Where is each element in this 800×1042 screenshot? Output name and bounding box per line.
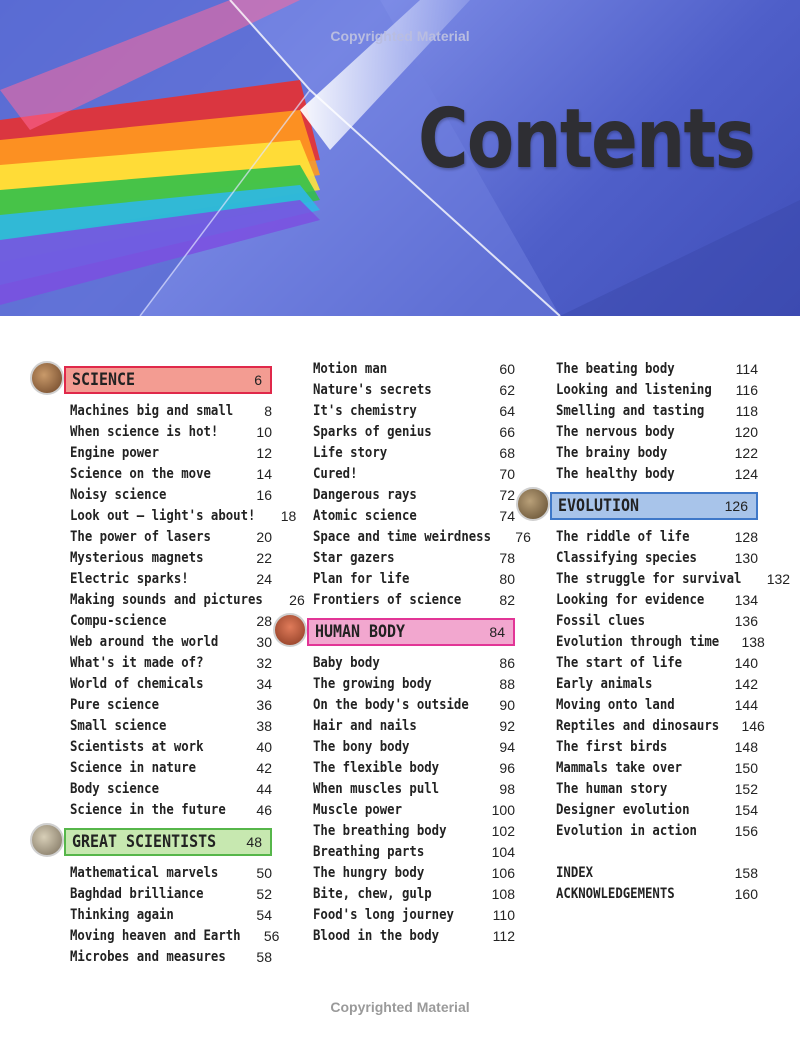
toc-page-number: 36	[256, 696, 272, 713]
toc-page-number: 64	[499, 402, 515, 419]
toc-entry[interactable]	[313, 715, 515, 736]
toc-entry[interactable]	[556, 379, 758, 400]
toc-page-number: 30	[256, 633, 272, 650]
toc-entry[interactable]	[556, 652, 758, 673]
toc-entry-title: World of chemicals	[70, 675, 204, 692]
toc-page-number: 142	[734, 675, 758, 692]
toc-page-number: 72	[499, 486, 515, 503]
toc-page-number: 150	[734, 759, 758, 776]
toc-entry-title: The start of life	[556, 654, 683, 671]
toc-entry[interactable]	[70, 610, 272, 631]
toc-entry[interactable]	[313, 925, 515, 946]
toc-entry-title: Reptiles and dinosaurs	[556, 717, 720, 734]
toc-entry-title: INDEX	[556, 864, 594, 881]
toc-entry-title: Classifying species	[556, 549, 697, 566]
toc-entry[interactable]	[70, 631, 272, 652]
toc-entry-title: Food's long journey	[313, 906, 454, 923]
toc-page-number: 18	[280, 507, 297, 524]
toc-entry-title: The growing body	[313, 675, 432, 692]
toc-entry-title: It's chemistry	[313, 402, 417, 419]
toc-entry[interactable]	[556, 799, 758, 820]
toc-entry[interactable]	[70, 421, 272, 442]
toc-entry[interactable]	[556, 442, 758, 463]
toc-entry[interactable]	[556, 610, 758, 631]
toc-page-number: 44	[256, 780, 272, 797]
toc-entry[interactable]	[70, 736, 272, 757]
toc-entry-title: Mathematical marvels	[70, 864, 219, 881]
toc-entry[interactable]	[70, 862, 272, 883]
toc-entry[interactable]	[313, 400, 515, 421]
toc-entry-title: Microbes and measures	[70, 948, 226, 965]
toc-entry[interactable]	[70, 757, 272, 778]
toc-entry-title: EVOLUTION	[558, 496, 640, 516]
toc-entry-title: HUMAN BODY	[315, 622, 406, 642]
toc-entry-title: The bony body	[313, 738, 410, 755]
toc-page-number: 26	[289, 591, 305, 608]
toc-page-number: 52	[256, 885, 272, 902]
toc-entry[interactable]	[556, 463, 758, 484]
toc-entry[interactable]	[70, 673, 272, 694]
toc-entry[interactable]	[556, 568, 791, 589]
toc-entry[interactable]	[70, 904, 272, 925]
toc-page-number: 62	[499, 381, 515, 398]
toc-entry[interactable]	[70, 442, 272, 463]
toc-entry[interactable]	[556, 715, 765, 736]
toc-page-number: 34	[256, 675, 272, 692]
toc-page-number: 120	[734, 423, 758, 440]
toc-entry-title: Web around the world	[70, 633, 219, 650]
toc-entry-title: Space and time weirdness	[313, 528, 492, 545]
toc-entry[interactable]	[313, 820, 515, 841]
toc-page-number: 70	[499, 465, 515, 482]
toc-page-number: 68	[499, 444, 515, 461]
toc-entry[interactable]	[556, 778, 758, 799]
toc-page-number: 38	[256, 717, 272, 734]
toc-page-number: 48	[246, 834, 262, 850]
toc-entry-title: Machines big and small	[70, 402, 234, 419]
toc-entry-title: Dangerous rays	[313, 486, 417, 503]
toc-page-number: 80	[499, 570, 515, 587]
toc-entry[interactable]	[556, 358, 758, 379]
toc-page-number: 122	[734, 444, 758, 461]
toc-entry-title: Mysterious magnets	[70, 549, 204, 566]
toc-entry-title: Evolution through time	[556, 633, 720, 650]
toc-entry[interactable]	[313, 421, 515, 442]
toc-entry-title: The power of lasers	[70, 528, 211, 545]
toc-entry[interactable]	[556, 883, 758, 904]
toc-page-number: 116	[735, 381, 758, 398]
toc-entry-title: GREAT SCIENTISTS	[72, 832, 217, 852]
toc-page-number: 148	[734, 738, 758, 755]
toc-page-number: 46	[256, 801, 272, 818]
toc-entry-title: Science on the move	[70, 465, 211, 482]
toc-page-number: 136	[734, 612, 758, 629]
section-header-human[interactable]	[307, 618, 515, 646]
toc-page-number: 132	[766, 570, 791, 587]
toc-entry-title: The riddle of life	[556, 528, 690, 545]
toc-entry[interactable]	[70, 547, 272, 568]
toc-entry[interactable]	[70, 883, 272, 904]
toc-page-number: 84	[489, 624, 505, 640]
toc-page-number: 158	[734, 864, 758, 881]
copyright-notice-bottom: Copyrighted Material	[330, 999, 470, 1015]
toc-entry[interactable]	[313, 505, 515, 526]
toc-page-number: 152	[734, 780, 758, 797]
toc-entry-title: The human story	[556, 780, 668, 797]
toc-entry-title: Nature's secrets	[313, 381, 432, 398]
toc-entry-title: Look out – light's about!	[70, 507, 256, 524]
evolution-icon	[516, 487, 550, 521]
toc-entry[interactable]	[313, 841, 515, 862]
toc-entry[interactable]	[556, 526, 758, 547]
toc-entry-title: Motion man	[313, 360, 388, 377]
toc-page-number: 42	[256, 759, 272, 776]
toc-page-number: 10	[256, 423, 272, 440]
toc-entry-title: Looking and listening	[556, 381, 712, 398]
toc-entry-title: Star gazers	[313, 549, 395, 566]
toc-entry-title: Noisy science	[70, 486, 167, 503]
toc-page-number: 58	[256, 948, 272, 965]
toc-page-number: 130	[734, 549, 758, 566]
toc-entry[interactable]	[313, 736, 515, 757]
toc-entry[interactable]	[313, 442, 515, 463]
toc-entry[interactable]	[313, 526, 531, 547]
toc-entry-title: Sparks of genius	[313, 423, 432, 440]
toc-page-number: 160	[734, 885, 758, 902]
toc-page-number: 14	[256, 465, 272, 482]
toc-entry-title: Moving onto land	[556, 696, 675, 713]
toc-entry-title: Science in the future	[70, 801, 226, 818]
toc-entry-title: The beating body	[556, 360, 675, 377]
toc-entry[interactable]	[70, 400, 272, 421]
header-banner	[0, 0, 800, 316]
toc-entry[interactable]	[70, 589, 305, 610]
toc-entry[interactable]	[313, 673, 515, 694]
toc-entry[interactable]	[70, 715, 272, 736]
toc-page-number: 60	[499, 360, 515, 377]
toc-page-number: 16	[256, 486, 272, 503]
toc-page-number: 102	[491, 822, 515, 839]
toc-entry-title: When science is hot!	[70, 423, 219, 440]
toc-entry[interactable]	[313, 883, 515, 904]
toc-entry[interactable]	[70, 694, 272, 715]
toc-page-number: 128	[734, 528, 758, 545]
toc-page-number: 114	[735, 360, 758, 377]
toc-page-number: 86	[499, 654, 515, 671]
toc-entry-title: The first birds	[556, 738, 668, 755]
toc-entry[interactable]	[556, 589, 758, 610]
toc-entry[interactable]	[556, 757, 758, 778]
toc-entry[interactable]	[556, 862, 758, 883]
toc-entry[interactable]	[556, 400, 758, 421]
toc-entry[interactable]	[556, 421, 758, 442]
toc-page-number: 8	[264, 402, 272, 419]
toc-page-number: 92	[499, 717, 515, 734]
toc-page-number: 154	[734, 801, 758, 818]
toc-entry[interactable]	[70, 463, 272, 484]
toc-entry-title: Evolution in action	[556, 822, 697, 839]
toc-entry[interactable]	[313, 778, 515, 799]
toc-entry[interactable]	[70, 778, 272, 799]
toc-entry-title: On the body's outside	[313, 696, 469, 713]
page-title: Contents	[418, 92, 755, 187]
human-body-icon	[273, 613, 307, 647]
toc-page-number: 100	[491, 801, 515, 818]
toc-entry-title: The hungry body	[313, 864, 425, 881]
toc-page-number: 112	[492, 927, 515, 944]
toc-entry-title: Pure science	[70, 696, 160, 713]
toc-page-number: 94	[499, 738, 515, 755]
toc-entry-title: Mammals take over	[556, 759, 683, 776]
toc-entry[interactable]	[313, 694, 515, 715]
toc-page-number: 12	[256, 444, 272, 461]
toc-page-number: 28	[256, 612, 272, 629]
toc-entry[interactable]	[313, 757, 515, 778]
toc-page-number: 82	[499, 591, 515, 608]
toc-entry-title: Engine power	[70, 444, 160, 461]
section-header-science[interactable]	[64, 366, 272, 394]
toc-entry-title: When muscles pull	[313, 780, 440, 797]
toc-page-number: 90	[499, 696, 515, 713]
toc-entry[interactable]	[313, 379, 515, 400]
toc-page-number: 24	[256, 570, 272, 587]
toc-page-number: 96	[499, 759, 515, 776]
great-scientists-icon	[30, 823, 64, 857]
toc-page-number: 118	[735, 402, 758, 419]
toc-entry[interactable]	[556, 694, 758, 715]
toc-entry[interactable]	[313, 484, 515, 505]
toc-entry[interactable]	[313, 463, 515, 484]
toc-page-number: 110	[492, 906, 515, 923]
toc-entry[interactable]	[313, 862, 515, 883]
toc-entry-title: The breathing body	[313, 822, 447, 839]
toc-entry-title: Small science	[70, 717, 167, 734]
toc-page-number: 146	[741, 717, 765, 734]
toc-entry[interactable]	[556, 631, 765, 652]
toc-entry-title: Science in nature	[70, 759, 197, 776]
toc-page-number: 54	[256, 906, 272, 923]
toc-entry-title: Fossil clues	[556, 612, 646, 629]
toc-page-number: 104	[491, 843, 515, 860]
toc-page-number: 76	[515, 528, 531, 545]
toc-entry-title: ACKNOWLEDGEMENTS	[556, 885, 675, 902]
toc-page-number: 134	[734, 591, 758, 608]
toc-page-number: 20	[256, 528, 272, 545]
toc-entry-title: Atomic science	[313, 507, 417, 524]
toc-entry-title: What's it made of?	[70, 654, 204, 671]
toc-page-number: 124	[734, 465, 758, 482]
toc-entry[interactable]	[313, 568, 515, 589]
toc-page-number: 56	[263, 927, 280, 944]
toc-entry-title: SCIENCE	[72, 370, 136, 390]
toc-entry[interactable]	[70, 568, 272, 589]
toc-entry-title: Moving heaven and Earth	[70, 927, 241, 944]
toc-entry-title: Baby body	[313, 654, 380, 671]
toc-entry[interactable]	[70, 946, 272, 967]
toc-entry[interactable]	[313, 547, 515, 568]
toc-entry-title: Plan for life	[313, 570, 410, 587]
toc-page-number: 156	[734, 822, 758, 839]
toc-page-number: 88	[499, 675, 515, 692]
toc-entry-title: Early animals	[556, 675, 653, 692]
toc-entry[interactable]	[70, 526, 272, 547]
toc-page-number: 108	[491, 885, 515, 902]
toc-page-number: 66	[499, 423, 515, 440]
toc-page-number: 32	[256, 654, 272, 671]
toc-entry-title: Blood in the body	[313, 927, 440, 944]
toc-page-number: 126	[724, 498, 748, 514]
toc-entry-title: Body science	[70, 780, 160, 797]
toc-page-number: 98	[499, 780, 515, 797]
toc-page-number: 40	[256, 738, 272, 755]
toc-page-number: 140	[734, 654, 758, 671]
toc-entry-title: Smelling and tasting	[556, 402, 705, 419]
toc-entry[interactable]	[70, 484, 272, 505]
toc-page-number: 78	[499, 549, 515, 566]
toc-entry[interactable]	[70, 799, 272, 820]
toc-page-number: 138	[741, 633, 765, 650]
toc-entry[interactable]	[556, 673, 758, 694]
toc-entry-title: Breathing parts	[313, 843, 425, 860]
contents-column-2	[313, 358, 531, 946]
toc-entry-title: Muscle power	[313, 801, 403, 818]
toc-page-number: 22	[256, 549, 272, 566]
toc-entry-title: Electric sparks!	[70, 570, 189, 587]
section-header-evolution[interactable]	[550, 492, 758, 520]
contents-column-3	[556, 358, 791, 904]
toc-entry-title: Hair and nails	[313, 717, 417, 734]
toc-entry-title: The brainy body	[556, 444, 668, 461]
toc-entry-title: The flexible body	[313, 759, 440, 776]
contents-column-1	[70, 358, 305, 967]
toc-entry-title: Baghdad brilliance	[70, 885, 204, 902]
toc-entry-title: Making sounds and pictures	[70, 591, 263, 608]
toc-entry[interactable]	[556, 820, 758, 841]
toc-entry-title: Cured!	[313, 465, 358, 482]
toc-entry[interactable]	[313, 904, 515, 925]
toc-entry[interactable]	[556, 547, 758, 568]
toc-entry[interactable]	[70, 925, 280, 946]
toc-entry-title: Frontiers of science	[313, 591, 462, 608]
toc-page-number: 144	[734, 696, 758, 713]
toc-page-number: 50	[256, 864, 272, 881]
toc-entry-title: The healthy body	[556, 465, 675, 482]
toc-entry-title: Looking for evidence	[556, 591, 705, 608]
science-icon	[30, 361, 64, 395]
toc-page-number: 6	[254, 372, 262, 388]
toc-entry[interactable]	[313, 799, 515, 820]
toc-entry-title: Scientists at work	[70, 738, 204, 755]
toc-entry[interactable]	[313, 652, 515, 673]
toc-entry[interactable]	[313, 358, 515, 379]
toc-page-number: 74	[499, 507, 515, 524]
toc-page-number: 106	[491, 864, 515, 881]
section-header-great[interactable]	[64, 828, 272, 856]
toc-entry[interactable]	[313, 589, 515, 610]
toc-entry-title: Thinking again	[70, 906, 174, 923]
spacer	[556, 841, 758, 862]
toc-entry-title: The struggle for survival	[556, 570, 742, 587]
toc-entry-title: Designer evolution	[556, 801, 690, 818]
toc-entry-title: Compu-science	[70, 612, 167, 629]
copyright-notice-top: Copyrighted Material	[330, 28, 470, 44]
toc-entry[interactable]	[70, 505, 297, 526]
toc-entry-title: Life story	[313, 444, 388, 461]
toc-entry-title: Bite, chew, gulp	[313, 885, 432, 902]
toc-entry[interactable]	[70, 652, 272, 673]
toc-entry[interactable]	[556, 736, 758, 757]
toc-entry-title: The nervous body	[556, 423, 675, 440]
